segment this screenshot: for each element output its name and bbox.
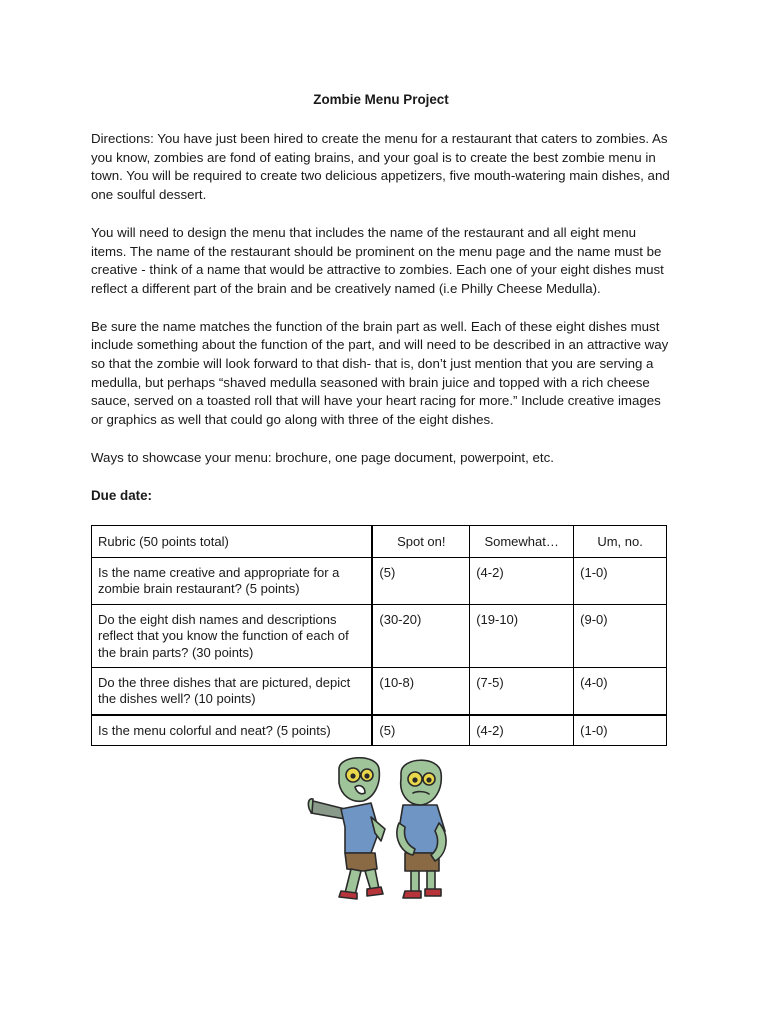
rubric-score: (7-5) bbox=[470, 667, 574, 714]
zombies-illustration-icon bbox=[305, 757, 465, 907]
rubric-header-spot-on: Spot on! bbox=[372, 525, 469, 557]
rubric-score: (9-0) bbox=[574, 604, 667, 667]
rubric-header-criteria: Rubric (50 points total) bbox=[92, 525, 373, 557]
rubric-score: (1-0) bbox=[574, 557, 667, 604]
due-date-label: Due date: bbox=[91, 487, 153, 503]
document-page bbox=[91, 91, 671, 746]
function-paragraph: Be sure the name matches the function of the brain part as well. Each of these eight dishes must include something about the function of the part, and will need to be described in an attractive way so that the zombie will look forward to that dish- that is, don’t just mention that you are serving a medulla, but perhaps “shaved medulla seasoned with brain juice and topped with a rich cheese sauce, served on a toasted roll that will have your heart racing for more.” Include creative images or graphics as well that could go along with three of the eight dishes. bbox=[91, 318, 669, 428]
rubric-score: (19-10) bbox=[470, 604, 574, 667]
showcase-paragraph: Ways to showcase your menu: brochure, one page document, powerpoint, etc. bbox=[91, 449, 554, 465]
rubric-header-row bbox=[92, 525, 667, 557]
table-row bbox=[92, 557, 667, 604]
document-title: Zombie Menu Project bbox=[313, 92, 449, 107]
rubric-score: (10-8) bbox=[372, 667, 469, 714]
table-row bbox=[92, 604, 667, 667]
rubric-score: (5) bbox=[372, 557, 469, 604]
rubric-score: (1-0) bbox=[574, 715, 667, 746]
directions-paragraph: Directions: You have just been hired to create the menu for a restaurant that caters to zombies. As you know, zombies are fond of eating brains, and your goal is to create the best zombie menu in town. You will be required to create two delicious appetizers, five mouth-watering main dishes, and one soulful dessert. bbox=[91, 131, 670, 203]
rubric-criterion: Is the name creative and appropriate for a zombie brain restaurant? (5 points) bbox=[92, 557, 373, 604]
rubric-score: (4-0) bbox=[574, 667, 667, 714]
rubric-score: (30-20) bbox=[372, 604, 469, 667]
design-paragraph: You will need to design the menu that includes the name of the restaurant and all eight menu items. The name of the restaurant should be prominent on the menu page and the name must be creative - think of a name that would be attractive to zombies. Each one of your eight dishes must reflect a different part of the brain and be creatively named (i.e Philly Cheese Medulla). bbox=[91, 224, 664, 296]
rubric-criterion: Is the menu colorful and neat? (5 points) bbox=[92, 715, 373, 746]
rubric-header-somewhat: Somewhat… bbox=[470, 525, 574, 557]
table-row bbox=[92, 715, 667, 746]
rubric-score: (5) bbox=[372, 715, 469, 746]
rubric-table bbox=[91, 525, 667, 747]
rubric-criterion: Do the eight dish names and descriptions reflect that you know the function of each of the brain parts? (30 points) bbox=[92, 604, 373, 667]
rubric-criterion: Do the three dishes that are pictured, depict the dishes well? (10 points) bbox=[92, 667, 373, 714]
table-row bbox=[92, 667, 667, 714]
rubric-score: (4-2) bbox=[470, 557, 574, 604]
rubric-score: (4-2) bbox=[470, 715, 574, 746]
rubric-header-um-no: Um, no. bbox=[574, 525, 667, 557]
